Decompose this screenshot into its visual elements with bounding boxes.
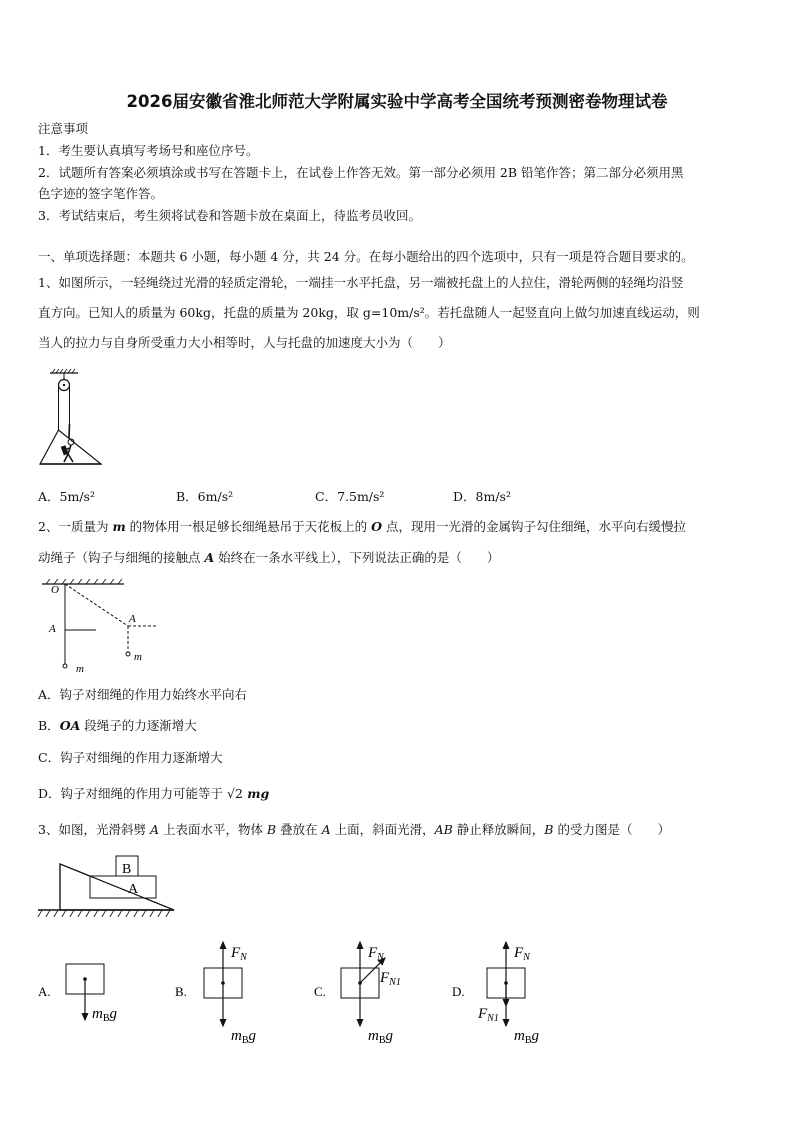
q2-option-c: C．钩子对细绳的作用力逐渐增大 (38, 750, 223, 765)
q3-d-mg: $m_Bg$ (514, 1028, 540, 1046)
notice-item-3: 3．考试结束后，考生须将试卷和答题卡放在桌面上，待监考员收回。 (38, 208, 421, 223)
q1-option-d: D．8m/s² (453, 489, 511, 504)
q3-option-b: B. (175, 984, 187, 999)
label-a: A (128, 882, 139, 897)
label-m-right: m (134, 651, 142, 663)
label-o: O (51, 584, 59, 596)
q3-c-mg: $m_Bg$ (368, 1028, 394, 1046)
paper-title: 2026届安徽省淮北师范大学附属实验中学高考全国统考预测密卷物理试卷 (126, 92, 668, 111)
notice-heading: 注意事项 (38, 121, 89, 136)
q3-b-mg: $m_Bg$ (231, 1028, 257, 1046)
q3-c-fn1: $F_{N1}$ (380, 970, 401, 988)
q1-line-1: 1、如图所示，一轻绳绕过光滑的轻质定滑轮，一端挂一水平托盘，另一端被托盘上的人拉住，滑轮两侧的轻绳均沿竖 (38, 275, 684, 290)
notice-item-2-cont: 色字迹的签字笔作答。 (38, 186, 164, 201)
q2-option-a: A．钩子对细绳的作用力始终水平向右 (38, 687, 248, 702)
q2-line-1: 2、一质量为 m 的物体用一根足够长细绳悬吊于天花板上的 O 点，现用一光滑的金属钩子勾住细绳，水平向右缓慢拉 (38, 519, 686, 534)
q3-option-d: D. (452, 984, 465, 999)
q1-option-b: B．6m/s² (176, 489, 234, 504)
q2-option-b: B．OA 段绳子的力逐渐增大 (38, 718, 197, 733)
q1-option-a: A．5m/s² (38, 489, 95, 504)
q3-b-fn: $F_N$ (231, 945, 247, 963)
notice-item-2: 2．试题所有答案必须填涂或书写在答题卡上，在试卷上作答无效。第一部分必须用 2B 铅笔作答；第二部分必须用黑 (38, 165, 684, 180)
q2-line-2: 动绳子（钩子与细绳的接触点 A 始终在一条水平线上），下列说法正确的是（ ） (38, 550, 500, 565)
notice-item-1: 1．考生要认真填写考场号和座位序号。 (38, 143, 259, 158)
label-b: B (122, 862, 132, 877)
q3-wedge-figure (38, 852, 178, 927)
q2-hook-figure (38, 574, 163, 674)
q1-option-c: C．7.5m/s² (315, 489, 385, 504)
q1-line-2: 直方向。已知人的质量为 60kg，托盘的质量为 20kg，取 g=10m/s²。若托盘随人一起竖直向上做匀加速直线运动，则 (38, 305, 700, 320)
label-a-right: A (129, 613, 136, 625)
label-a-left: A (49, 623, 56, 635)
q3-a-mg: $m_Bg$ (92, 1006, 118, 1024)
q3-line: 3、如图，光滑斜劈 A 上表面水平，物体 B 叠放在 A 上面，斜面光滑，AB 静止释放瞬间，B 的受力图是（ ） (38, 822, 670, 837)
q2-option-d: D．钩子对细绳的作用力可能等于 √2 mg (38, 786, 270, 801)
q1-pulley-figure (38, 368, 108, 468)
q3-option-a: A. (38, 984, 51, 999)
section-heading: 一、单项选择题：本题共 6 小题，每小题 4 分，共 24 分。在每小题给出的四个选项中，只有一项是符合题目要求的。 (38, 249, 694, 264)
q3-d-fn: $F_N$ (514, 945, 530, 963)
q3-c-fn: $F_N$ (368, 945, 384, 963)
q3-d-fn1: $F_{N1}$ (478, 1006, 499, 1024)
q3-option-diagrams (0, 930, 794, 1055)
q3-option-c: C. (314, 984, 326, 999)
q1-line-3: 当人的拉力与自身所受重力大小相等时，人与托盘的加速度大小为（ ） (38, 335, 451, 350)
label-m-left: m (76, 663, 84, 675)
